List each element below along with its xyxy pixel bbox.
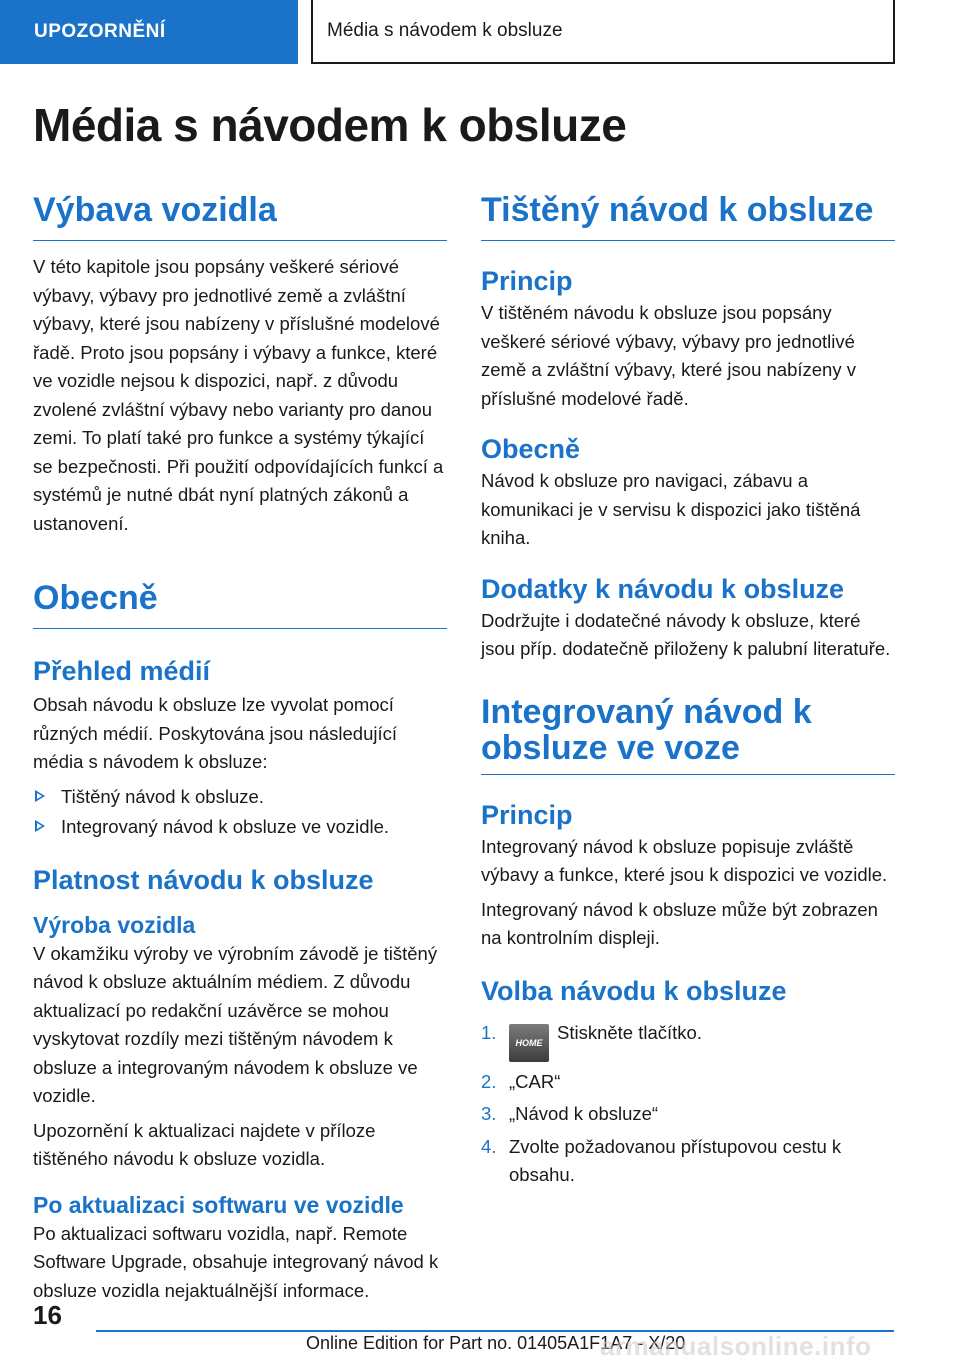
heading-po-aktualizaci: Po aktualizaci softwaru ve vozidle — [33, 1191, 404, 1218]
step-number: 3. — [481, 1103, 497, 1124]
section-tab: UPOZORNĚNÍ — [0, 0, 298, 64]
heading-princip-integrovany: Princip — [481, 799, 573, 830]
steps-list — [481, 1019, 895, 1190]
heading-vyroba-vozidla: Výroba vozidla — [33, 911, 196, 938]
media-list — [33, 783, 447, 842]
heading-princip: Princip — [481, 266, 573, 296]
page-header — [0, 0, 960, 66]
paragraph-princip-tisteny: V tištěném návodu k obsluze jsou popsány veškeré sériové výbavy, výbavy pro jednotlivé země a zvláštní výbavy, které jsou nabízeny v příslušné modelové řadě. — [481, 302, 856, 409]
watermark: armanualsonline.info — [600, 1331, 872, 1361]
paragraph-vybava: V této kapitole jsou popsány veškeré sériové výbavy, výbavy pro jednotlivé země a zvláštní výbavy, které jsou nabízeny v příslušné modelové řadě. Proto jsou popsány i výbavy a funkce, které ve vozidle nejsou k dispozici, např. z důvodu zvolené zvláštní výbavy nebo varianty pro danou zemi. To platí také pro funkce a systémy týkající se bezpečnosti. Při použití odpovídajících funkcí a systémů je nutné dbát nyní platných zákonů a ustanovení. — [33, 256, 444, 534]
step-text: „CAR“ — [509, 1070, 561, 1092]
heading-obecne: Obecně — [33, 576, 447, 629]
heading-tisteny-navod: Tištěný návod k obsluze — [481, 188, 895, 241]
heading-volba-navodu: Volba návodu k obsluze — [481, 975, 787, 1006]
paragraph-vyroba-2: Upozornění k aktualizaci najdete v příloze tištěného návodu k obsluze vozidla. — [33, 1119, 376, 1169]
step-item — [481, 1133, 895, 1190]
bullet-arrow-icon — [35, 790, 45, 802]
list-item — [33, 783, 447, 812]
step-item — [481, 1068, 895, 1097]
bullet-arrow-icon — [35, 820, 45, 832]
left-column — [33, 188, 447, 1305]
home-button-icon: HOME — [509, 1024, 549, 1062]
step-item — [481, 1019, 895, 1062]
step-item — [481, 1100, 895, 1129]
chapter-tab: Média s návodem k obsluze — [311, 0, 895, 64]
heading-dodatky: Dodatky k návodu k obsluze — [481, 573, 845, 604]
heading-vybava-vozidla: Výbava vozidla — [33, 188, 447, 241]
heading-prehled-medii: Přehled médií — [33, 656, 211, 686]
list-item-text: Integrovaný návod k obsluze ve vozidle. — [61, 816, 390, 837]
paragraph-po-aktualizaci: Po aktualizaci softwaru vozidla, např. Remote Software Upgrade, obsahuje integrovaný návod k obsluze vozidla nejaktuálnější informace. — [33, 1222, 439, 1301]
paragraph-obecne-tisteny: Návod k obsluze pro navigaci, zábavu a komunikaci je v servisu k dispozici jako tištěná kniha. — [481, 470, 861, 548]
paragraph-vyroba-1: V okamžiku výroby ve výrobním závodě je tištěný návod k obsluze aktuálním médiem. Z důvodu aktualizací po redakční uzávěrce se mohou vyskytovat rozdíly mezi tištěným návodem k obsluze a integrovaným návodem k obsluze ve vozidle. — [33, 942, 438, 1106]
step-number: 4. — [481, 1135, 497, 1157]
heading-obecne-tisteny: Obecně — [481, 434, 581, 464]
page-title: Média s návodem k obsluze — [33, 99, 627, 151]
step-number: 1. — [481, 1021, 497, 1043]
heading-platnost: Platnost návodu k obsluze — [33, 864, 374, 895]
step-text: „Návod k obsluze“ — [509, 1103, 659, 1124]
right-column — [481, 188, 895, 1190]
step-text: Stiskněte tlačítko. — [557, 1021, 702, 1043]
step-number: 2. — [481, 1070, 497, 1092]
step-text: Zvolte požadovanou přístupovou cestu k obsahu. — [509, 1135, 842, 1185]
paragraph-prehled: Obsah návodu k obsluze lze vyvolat pomocí různých médií. Poskytována jsou následující média s návodem k obsluze: — [33, 694, 398, 772]
page-number: 16 — [33, 1300, 62, 1330]
paragraph-princip-integrovany-1: Integrovaný návod k obsluze popisuje zvláště výbavy a funkce, které jsou k dispozici ve vozidle. — [481, 835, 888, 885]
footer-edition: Online Edition for Part no. 01405A1F1A7 - X/20 — [306, 1333, 686, 1353]
list-item — [33, 813, 447, 842]
paragraph-dodatky: Dodržujte i dodatečné návody k obsluze, které jsou příp. dodatečně přiloženy k palubní literatuře. — [481, 609, 891, 659]
paragraph-princip-integrovany-2: Integrovaný návod k obsluze může být zobrazen na kontrolním displeji. — [481, 898, 878, 948]
heading-integrovany-navod: Integrovaný návod k obsluze ve voze — [481, 694, 895, 775]
list-item-text: Tištěný návod k obsluze. — [61, 785, 264, 807]
